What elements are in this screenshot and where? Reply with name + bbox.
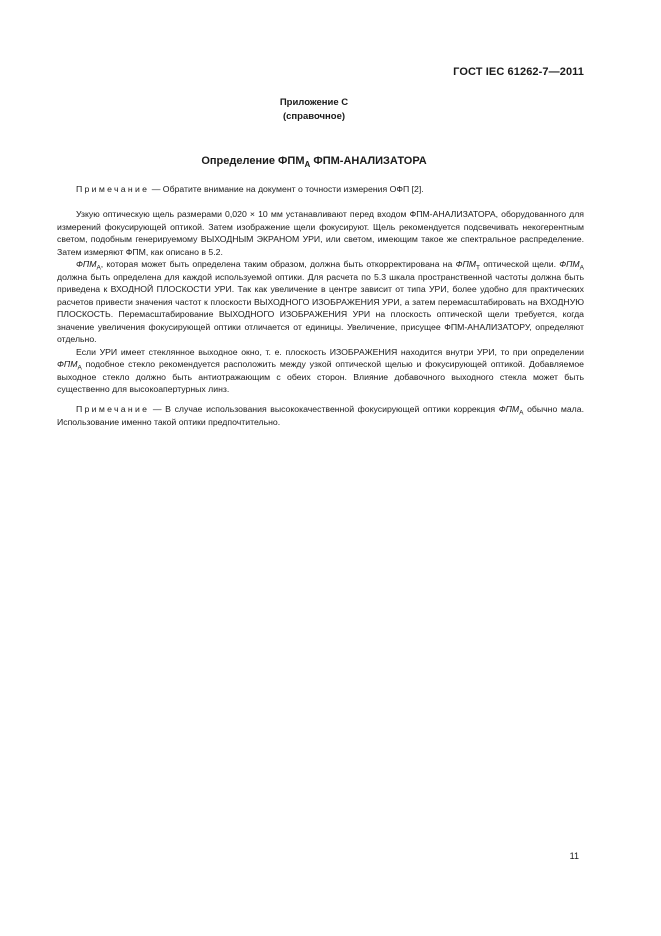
mtf-symbol: ФПМ [76, 259, 97, 269]
heading-subscript: A [304, 160, 311, 170]
standard-designation: ГОСТ IEC 61262-7—2011 [453, 66, 584, 78]
annex-subtitle: (справочное) [282, 111, 346, 122]
subscript: A [579, 264, 584, 272]
heading-text: Определение ФПМ [201, 155, 305, 167]
subscript: A [77, 364, 82, 372]
subscript: A [96, 264, 101, 272]
page-number: 11 [569, 851, 579, 861]
heading-text-end: ФПМ-АНАЛИЗАТОРА [310, 155, 427, 167]
text-run: — В случае использования высококачественной фокусирующей оптики коррекция [149, 404, 499, 414]
mtf-symbol: ФПМ [455, 259, 477, 269]
annex-title: Приложение С [279, 97, 349, 108]
note-label: Примечание [76, 404, 150, 414]
note-label: Примечание [76, 184, 150, 194]
main-text [57, 208, 584, 396]
mtf-symbol: ФПМ [498, 404, 520, 414]
section-heading [0, 155, 628, 169]
text-run: обычно мала. Использование именно такой оптики предпочтительно. [57, 404, 585, 427]
paragraph-2 [57, 258, 584, 346]
text-run: , которая может быть определена таким образом, должна быть откорректирована на [100, 259, 456, 269]
mtf-symbol: ФПМ [559, 259, 580, 269]
paragraph-3 [57, 346, 584, 396]
text-run: оптической щели. [480, 259, 560, 269]
note-2 [57, 403, 584, 428]
text-run: Если УРИ имеет стеклянное выходное окно, т. е. плоскость ИЗОБРАЖЕНИЯ находится внутри УРИ, то при определении [76, 346, 584, 357]
note-1 [57, 183, 584, 196]
text-run: подобное стекло рекомендуется расположить между узкой оптической щелью и фокусирующей оптикой. Добавляемое выходное стекло должно быть антиотражающим с обеих сторон. Влияние добавочного выходного стекла может быть существенно для высокоапертурных линз. [57, 359, 584, 394]
mtf-symbol: ФПМ [57, 359, 78, 369]
note-text: — Обратите внимание на документ о точности измерения ОФП [2]. [149, 184, 424, 194]
subscript: A [519, 409, 524, 417]
subscript: T [476, 264, 481, 272]
text-run: должна быть определена для каждой используемой оптики. Для расчета по 5.3 шкала пространственной частоты должна быть приведена к ВХОДНОЙ ПЛОСКОСТИ УРИ. Так как увеличение в центре зависит от типа УРИ, более удобно для практических расчетов привести значения частот к плоскости ВЫХОДНОГО ИЗОБРАЖЕНИЯ УРИ, а затем перемасштабировать на ВХОДНУЮ ПЛОСКОСТЬ. Перемасштабирование ВЫХОДНОГО ИЗОБРАЖЕНИЯ УРИ на плоскость оптической щели требуется, когда значение увеличения фокусирующей оптики отличается от единицы. Увеличение, присущее ФПМ-АНАЛИЗАТОРУ, определяют отдельно. [57, 271, 584, 344]
paragraph-1: Узкую оптическую щель размерами 0,020 × 10 мм устанавливают перед входом ФПМ-АНАЛИЗАТОРА, оборудованного для измерений фокусирующей оптикой. Затем изображение щели фокусируют. Щель рекомендуется подсвечивать некогерентным светом, подобным генерируемому ВЫХОДНЫМ ЭКРАНОМ УРИ, или светом, имеющим такое же спектральное распределение. Затем измеряют ФПМ, как описано в 5.2. [57, 209, 584, 257]
